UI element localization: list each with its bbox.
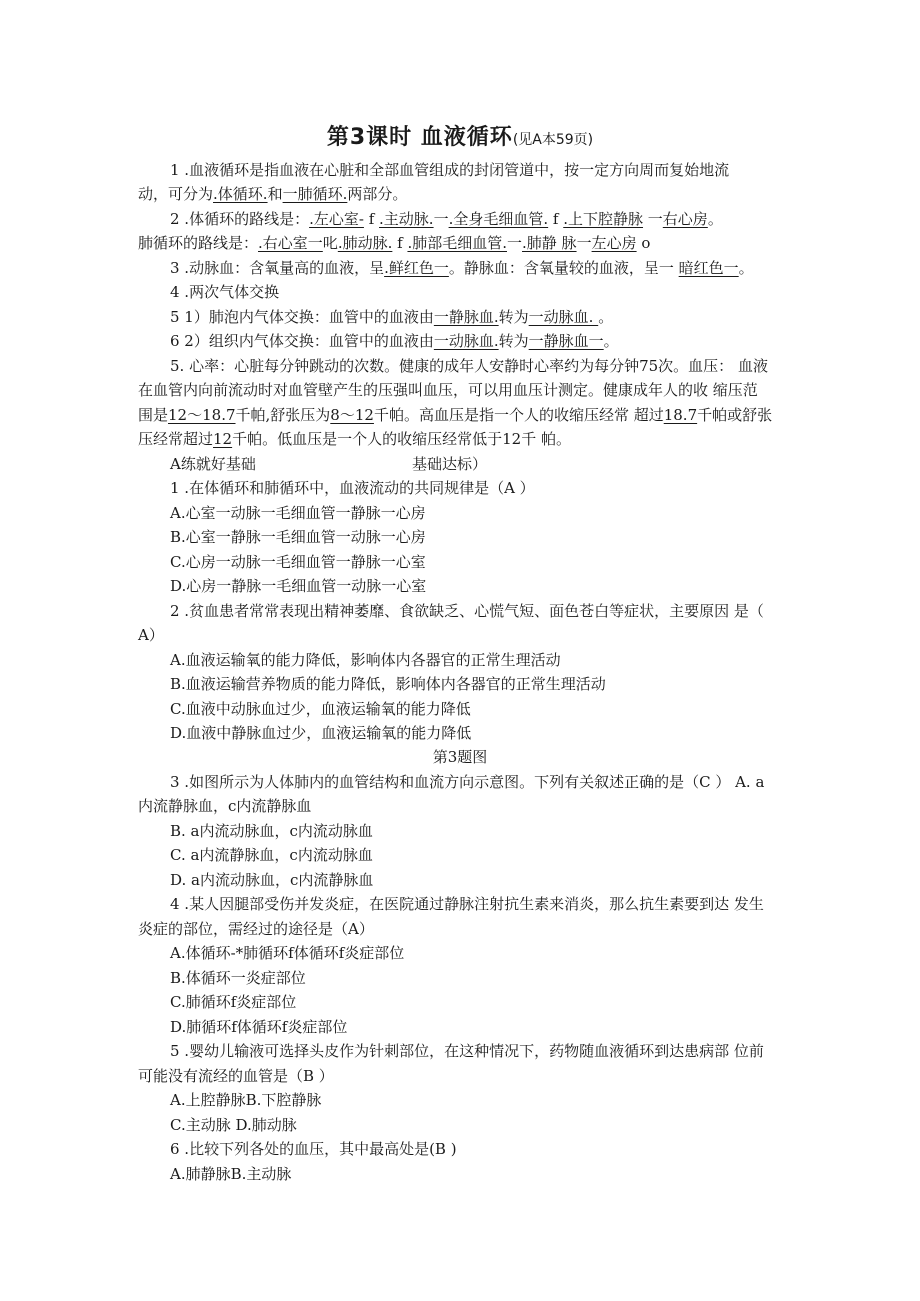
title-sub: (见A本59页) <box>512 132 594 148</box>
text: 一 <box>643 210 663 228</box>
note-2-line-a <box>170 209 723 229</box>
section-heading-left: A练就好基础 <box>170 455 256 473</box>
answer-blank: 8〜12 <box>330 406 374 424</box>
question-1-option-a: A.心室一动脉一毛细血管一静脉一心房 <box>170 504 426 522</box>
question-2-option-c: C.血液中动脉血过少，血液运输氧的能力降低 <box>170 700 471 718</box>
question-4-line-b: 炎症的部位，需经过的途径是（A） <box>138 920 374 938</box>
answer-blank: .右心室一 <box>258 234 323 252</box>
question-2-line-a: 2 .贫血患者常常表现出精神萎靡、食欲缺乏、心慌气短、面色苍白等症状，主要原因 是（ <box>170 602 764 620</box>
text: 和 <box>267 185 283 203</box>
question-5-options-ab: A.上腔静脉B.下腔静脉 <box>170 1091 322 1109</box>
answer-blank: 一静脉血. <box>433 308 499 326</box>
text: 。 <box>603 332 619 350</box>
text: 千帕。高血压是指一个人的收缩压经常 超过 <box>373 406 664 424</box>
answer-blank: 12 <box>213 430 233 448</box>
text: 一 <box>507 234 523 252</box>
answer-blank: 18.7 <box>663 406 698 424</box>
question-4-line-a: 4 .某人因腿部受伤并发炎症，在医院通过静脉注射抗生素来消炎，那么抗生素要到达 发生 <box>170 895 764 913</box>
question-4-option-a: A.体循环-*肺循环f体循环f炎症部位 <box>170 944 405 962</box>
question-2-option-b: B.血液运输营养物质的能力降低，影响体内各器官的正常生理活动 <box>170 675 606 693</box>
answer-blank: 一静脉血一 <box>528 332 604 350</box>
figure-3-caption: 第3题图 <box>432 748 488 766</box>
question-3-line-a: 3 .如图所示为人体肺内的血管结构和血流方向示意图。下列有关叙述正确的是（C ） A. a <box>170 773 765 791</box>
note-4: 4 .两次气体交换 <box>170 283 280 301</box>
text: 动，可分为 <box>138 185 214 203</box>
text: 。 <box>707 210 723 228</box>
text: 转为 <box>498 308 529 326</box>
answer-blank: .上下腔静脉 <box>563 210 644 228</box>
answer-blank: .鲜红色一 <box>384 259 449 277</box>
text: 。 <box>598 308 614 326</box>
note-1-line-a: 1 .血液循环是指血液在心脏和全部血管组成的封闭管道中，按一定方向周而复始地流 <box>170 161 730 179</box>
text: 6 2）组织内气体交换：血管中的血液由 <box>170 332 434 350</box>
text: f <box>548 210 564 228</box>
answer-blank: .肺部毛细血管. <box>407 234 507 252</box>
text: 千帕或舒张 <box>697 406 773 424</box>
question-1-option-d: D.心房一静脉一毛细血管一动脉一心室 <box>170 577 427 595</box>
question-1-option-b: B.心室一静脉一毛细血管一动脉一心房 <box>170 528 426 546</box>
question-6-options-ab: A.肺静脉B.主动脉 <box>170 1165 292 1183</box>
question-5-line-b: 可能没有流经的血管是（B ） <box>138 1067 334 1085</box>
note-7-line-b: 在血管内向前流动时对血管壁产生的压强叫血压，可以用血压计测定。健康成年人的收 缩压范 <box>138 381 758 399</box>
question-3-option-d: D. a内流动脉血，c内流静脉血 <box>170 871 374 889</box>
text: 转为 <box>498 332 529 350</box>
question-1: 1 .在体循环和肺循环中，血液流动的共同规律是（A ） <box>170 479 535 497</box>
note-7-line-d <box>138 429 571 449</box>
question-3-option-c: C. a内流静脉血，c内流动脉血 <box>170 846 373 864</box>
answer-blank: .肺动脉. <box>337 234 393 252</box>
answer-blank: .肺静 脉 <box>522 234 577 252</box>
answer-blank: 12〜18.7 <box>168 406 236 424</box>
text: f <box>363 210 380 228</box>
answer-blank: 一动脉血. <box>433 332 499 350</box>
text: 一 <box>433 210 449 228</box>
text: 肺循环的路线是： <box>138 234 259 252</box>
answer-blank: .左心室- <box>309 210 364 228</box>
note-2-line-b <box>138 233 650 253</box>
note-3 <box>170 258 754 278</box>
answer-blank: .主动脉. <box>379 210 434 228</box>
answer-blank: .体循环. <box>213 185 268 203</box>
text: 压经常超过 <box>138 430 214 448</box>
answer-blank: 一动脉血. <box>528 308 599 326</box>
text: 。 <box>738 259 754 277</box>
text: 叱 <box>322 234 338 252</box>
question-3-line-b: 内流静脉血，c内流静脉血 <box>138 797 312 815</box>
question-2-option-a: A.血液运输氧的能力降低，影响体内各器官的正常生理活动 <box>170 651 561 669</box>
answer-blank: 一肺循环. <box>282 185 348 203</box>
answer-blank: 右心房 <box>662 210 708 228</box>
question-1-option-c: C.心房一动脉一毛细血管一静脉一心室 <box>170 553 426 571</box>
text: o <box>636 234 651 252</box>
text: 2 .体循环的路线是： <box>170 210 310 228</box>
note-6 <box>170 331 619 351</box>
note-7-line-c <box>138 405 772 425</box>
text: 3 .动脉血：含氧量高的血液，呈 <box>170 259 385 277</box>
section-heading-right: 基础达标） <box>412 455 488 473</box>
note-7-line-a: 5. 心率：心脏每分钟跳动的次数。健康的成年人安静时心率约为每分钟75次。血压： 血液 <box>170 357 768 375</box>
question-2-option-d: D.血液中静脉血过少，血液运输氧的能力降低 <box>170 724 472 742</box>
question-2-line-b: A） <box>138 626 164 644</box>
text: 千帕,舒张压为 <box>235 406 331 424</box>
text: 围是 <box>138 406 169 424</box>
answer-blank: 左心房 <box>591 234 637 252</box>
text: 一 <box>576 234 592 252</box>
question-6: 6 .比较下列各处的血压，其中最高处是(B ) <box>170 1140 457 1158</box>
note-1-line-b <box>138 184 407 204</box>
question-5-options-cd: C.主动脉 D.肺动脉 <box>170 1116 297 1134</box>
question-5-line-a: 5 .婴幼儿输液可选择头皮作为针刺部位，在这种情况下，药物随血液循环到达患病部 位前 <box>170 1042 764 1060</box>
question-3-option-b: B. a内流动脉血，c内流动脉血 <box>170 822 373 840</box>
answer-blank: .全身毛细血管. <box>448 210 549 228</box>
text: 千帕。低血压是一个人的收缩压经常低于12千 帕。 <box>232 430 571 448</box>
question-4-option-d: D.肺循环f体循环f炎症部位 <box>170 1018 348 1036</box>
answer-blank: 暗红色一 <box>678 259 739 277</box>
text: f <box>392 234 408 252</box>
page-title <box>0 120 920 151</box>
text: 两部分。 <box>347 185 408 203</box>
text: 5 1）肺泡内气体交换：血管中的血液由 <box>170 308 434 326</box>
text: 。静脉血：含氧量较的血液，呈一 <box>448 259 679 277</box>
question-4-option-b: B.体循环一炎症部位 <box>170 969 306 987</box>
title-main: 第3课时 血液循环 <box>326 125 513 150</box>
note-5 <box>170 307 613 327</box>
question-4-option-c: C.肺循环f炎症部位 <box>170 993 297 1011</box>
